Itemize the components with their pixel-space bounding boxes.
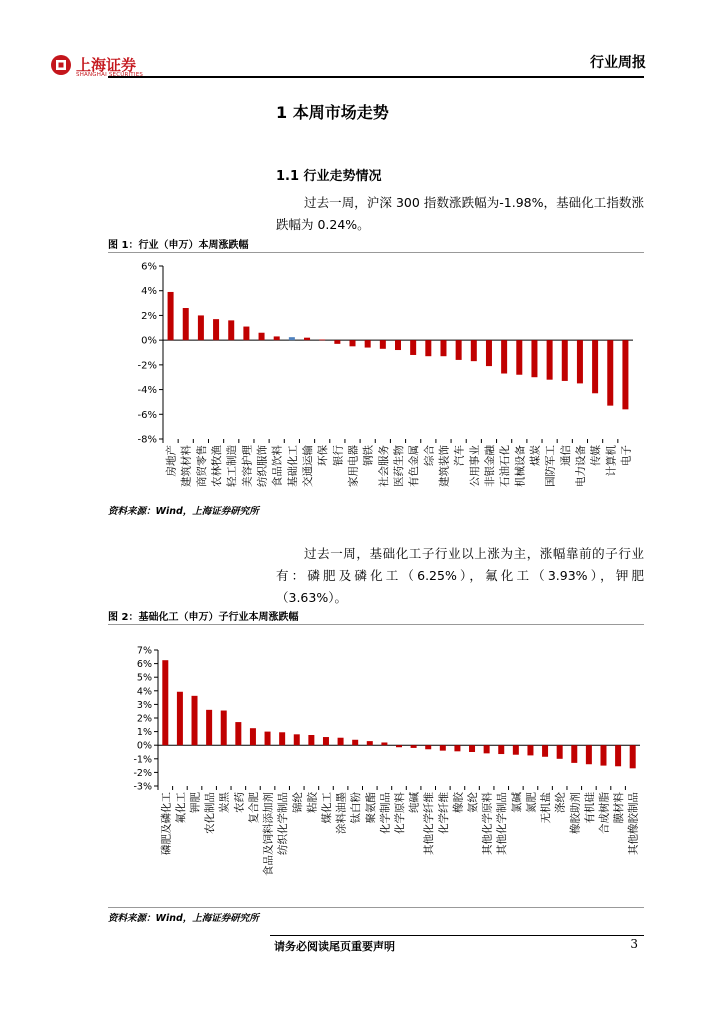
bar — [352, 740, 358, 745]
bar — [513, 745, 519, 755]
bar — [177, 692, 183, 745]
figure1-chart — [108, 255, 644, 501]
category-label: 商贸零售 — [195, 445, 208, 487]
category-label: 食品及饲料添加剂 — [262, 792, 275, 876]
category-label: 炭黑 — [218, 792, 231, 813]
bar — [319, 340, 325, 341]
bar — [586, 745, 592, 764]
y-tick-label: 0% — [136, 740, 152, 752]
category-label: 橡胶 — [452, 792, 465, 813]
bar — [259, 333, 265, 340]
category-label: 氮肥 — [525, 792, 538, 813]
y-tick-label: -8% — [137, 434, 157, 446]
bar — [600, 745, 606, 765]
category-label: 交通运输 — [302, 445, 315, 487]
paragraph-1: 过去一周，沪深 300 指数涨跌幅为-1.98%，基础化工指数涨跌幅为 0.24%。 — [276, 195, 644, 232]
category-label: 有机硅 — [583, 792, 596, 824]
category-label: 涤纶 — [554, 792, 567, 813]
category-label: 化学原料 — [394, 792, 406, 834]
bar — [498, 745, 504, 754]
bar — [630, 745, 636, 768]
figure2-title: 图 2：基础化工（申万）子行业本周涨跌幅 — [108, 612, 299, 623]
bar — [334, 340, 340, 344]
bar — [168, 292, 174, 340]
category-label: 基础化工 — [286, 445, 299, 487]
company-logo — [50, 52, 170, 86]
category-label: 氟化工 — [174, 792, 187, 824]
category-label: 轻工制造 — [226, 445, 239, 487]
bar — [279, 732, 285, 745]
bar — [440, 340, 446, 356]
y-tick-label: -1% — [133, 754, 152, 766]
category-label: 锦纶 — [291, 792, 304, 813]
category-label: 计算机 — [605, 445, 618, 477]
y-tick-label: -6% — [137, 409, 157, 421]
y-tick-label: 3% — [136, 699, 152, 711]
category-label: 银行 — [332, 445, 345, 466]
bar — [425, 340, 431, 356]
bar — [350, 340, 356, 346]
figure2-source: 资料来源：Wind，上海证券研究所 — [108, 913, 259, 924]
category-label: 食品饮料 — [271, 445, 284, 487]
bar — [308, 735, 314, 745]
bar — [542, 745, 548, 757]
category-label: 农化制品 — [204, 792, 217, 834]
bar — [410, 340, 416, 355]
category-label: 公用事业 — [468, 445, 481, 487]
y-tick-label: 2% — [136, 713, 152, 725]
bar — [395, 340, 401, 350]
y-tick-label: 7% — [136, 645, 152, 657]
bar — [265, 732, 271, 746]
category-label: 钢铁 — [362, 445, 375, 466]
bar — [615, 745, 621, 766]
logo-subtext: SHANGHAI SECURITIES — [76, 72, 144, 78]
category-label: 医药生物 — [393, 445, 405, 487]
header-rule — [108, 76, 644, 78]
y-tick-label: 6% — [141, 261, 157, 273]
bar — [622, 340, 628, 409]
paragraph-2: 过去一周，基础化工子行业以上涨为主，涨幅靠前的子行业有：磷肥及磷化工（6.25%），氟化工（3.93%），钾肥（3.63%）。 — [276, 546, 644, 605]
bar — [607, 340, 613, 405]
category-label: 建筑装饰 — [438, 445, 451, 487]
category-label: 纯碱 — [408, 792, 421, 813]
logo-emblem-icon — [50, 54, 72, 76]
category-label: 化学纤维 — [437, 792, 450, 834]
category-label: 房地产 — [165, 445, 178, 477]
bar — [471, 340, 477, 361]
bar — [338, 738, 344, 745]
bar — [396, 745, 402, 747]
bar — [456, 340, 462, 360]
y-tick-label: 6% — [136, 659, 152, 671]
category-label: 其他化学纤维 — [423, 792, 436, 855]
section-heading: 1 本周市场走势 — [276, 103, 389, 122]
category-label: 钾肥 — [189, 792, 202, 813]
category-label: 汽车 — [453, 445, 466, 466]
category-label: 传媒 — [590, 445, 603, 467]
y-tick-label: 5% — [136, 672, 152, 684]
figure2-bottom-rule — [108, 907, 644, 908]
y-tick-label: 1% — [136, 727, 152, 739]
figure2-chart — [108, 628, 644, 903]
category-label: 膜材料 — [613, 792, 626, 824]
bar — [250, 728, 256, 745]
bar — [206, 710, 212, 745]
bar — [192, 696, 198, 745]
bar — [562, 340, 568, 381]
bar — [440, 745, 446, 750]
y-tick-label: 0% — [141, 335, 157, 347]
figure1-title: 图 1：行业（申万）本周涨跌幅 — [108, 240, 249, 251]
category-label: 纺织化学制品 — [277, 792, 290, 855]
category-label: 其他化学原料 — [481, 792, 494, 855]
category-label: 橡胶助剂 — [569, 792, 582, 834]
bar — [411, 745, 417, 748]
bar — [501, 340, 507, 373]
bar — [274, 336, 280, 340]
category-label: 氯碱 — [510, 792, 523, 813]
category-label: 国防军工 — [544, 445, 557, 487]
bar — [531, 340, 537, 377]
category-label: 纺织服饰 — [256, 445, 269, 487]
category-label: 农林牧渔 — [211, 445, 224, 487]
category-label: 化学制品 — [379, 792, 392, 834]
category-label: 复合肥 — [247, 792, 260, 824]
bar — [557, 745, 563, 759]
bar — [235, 722, 241, 745]
bar — [484, 745, 490, 753]
page-number: 3 — [630, 937, 638, 951]
bar — [571, 745, 577, 763]
category-label: 煤化工 — [320, 792, 333, 824]
bar — [323, 737, 329, 745]
y-tick-label: 4% — [136, 686, 152, 698]
category-label: 氨纶 — [467, 792, 480, 813]
figure1-source: 资料来源：Wind，上海证券研究所 — [108, 506, 259, 517]
category-label: 通信 — [559, 445, 572, 466]
category-label: 钛白粉 — [350, 792, 363, 824]
figure1-top-rule — [108, 252, 644, 253]
bar — [289, 337, 295, 340]
category-label: 电子 — [620, 445, 633, 466]
category-label: 石油石化 — [499, 445, 512, 487]
bar — [213, 319, 219, 340]
category-label: 机械设备 — [514, 445, 527, 487]
bar — [294, 734, 300, 745]
category-label: 无机盐 — [540, 792, 553, 824]
category-label: 非银金融 — [483, 445, 496, 487]
subsection-heading: 1.1 行业走势情况 — [276, 169, 382, 184]
category-label: 家用电器 — [347, 445, 360, 487]
report-type: 行业周报 — [590, 55, 646, 71]
category-label: 合成树脂 — [598, 792, 611, 834]
bar — [367, 741, 373, 745]
bar — [228, 320, 234, 340]
category-label: 聚氨酯 — [364, 792, 377, 824]
category-label: 磷肥及磷化工 — [160, 792, 173, 855]
category-label: 美容护理 — [241, 445, 254, 487]
bar — [469, 745, 475, 752]
category-label: 电力设备 — [574, 445, 587, 487]
figure2-top-rule — [108, 624, 644, 625]
y-tick-label: -2% — [133, 767, 152, 779]
y-tick-label: -4% — [137, 385, 157, 397]
category-label: 煤炭 — [529, 445, 542, 466]
category-label: 社会服务 — [377, 445, 390, 487]
bar — [592, 340, 598, 393]
bar — [381, 742, 387, 745]
bar — [221, 711, 227, 746]
bar — [547, 340, 553, 380]
bar — [527, 745, 533, 755]
logo-text: 上海证券 — [76, 56, 137, 74]
bar — [183, 308, 189, 340]
bar — [454, 745, 460, 751]
bar — [162, 660, 168, 745]
category-label: 涂料油墨 — [335, 792, 348, 834]
category-label: 环保 — [317, 445, 330, 466]
y-tick-label: 4% — [141, 286, 157, 298]
bar — [365, 340, 371, 347]
y-tick-label: -3% — [133, 781, 152, 793]
category-label: 粘胶 — [306, 792, 319, 813]
bar — [486, 340, 492, 366]
y-tick-label: 2% — [141, 310, 157, 322]
category-label: 其他化学制品 — [496, 792, 509, 855]
category-label: 有色金属 — [408, 445, 421, 487]
category-label: 综合 — [423, 445, 436, 466]
category-label: 农药 — [233, 792, 246, 813]
bar — [380, 340, 386, 349]
bar — [304, 338, 310, 340]
category-label: 建筑材料 — [180, 445, 193, 487]
y-tick-label: -2% — [137, 360, 157, 372]
category-label: 其他橡胶制品 — [627, 792, 640, 855]
bar — [577, 340, 583, 383]
bar — [425, 745, 431, 749]
footer-disclaimer: 请务必阅读尾页重要声明 — [274, 940, 395, 953]
bar — [198, 315, 204, 340]
footer-rule — [270, 935, 644, 936]
bar — [516, 340, 522, 375]
bar — [243, 327, 249, 341]
